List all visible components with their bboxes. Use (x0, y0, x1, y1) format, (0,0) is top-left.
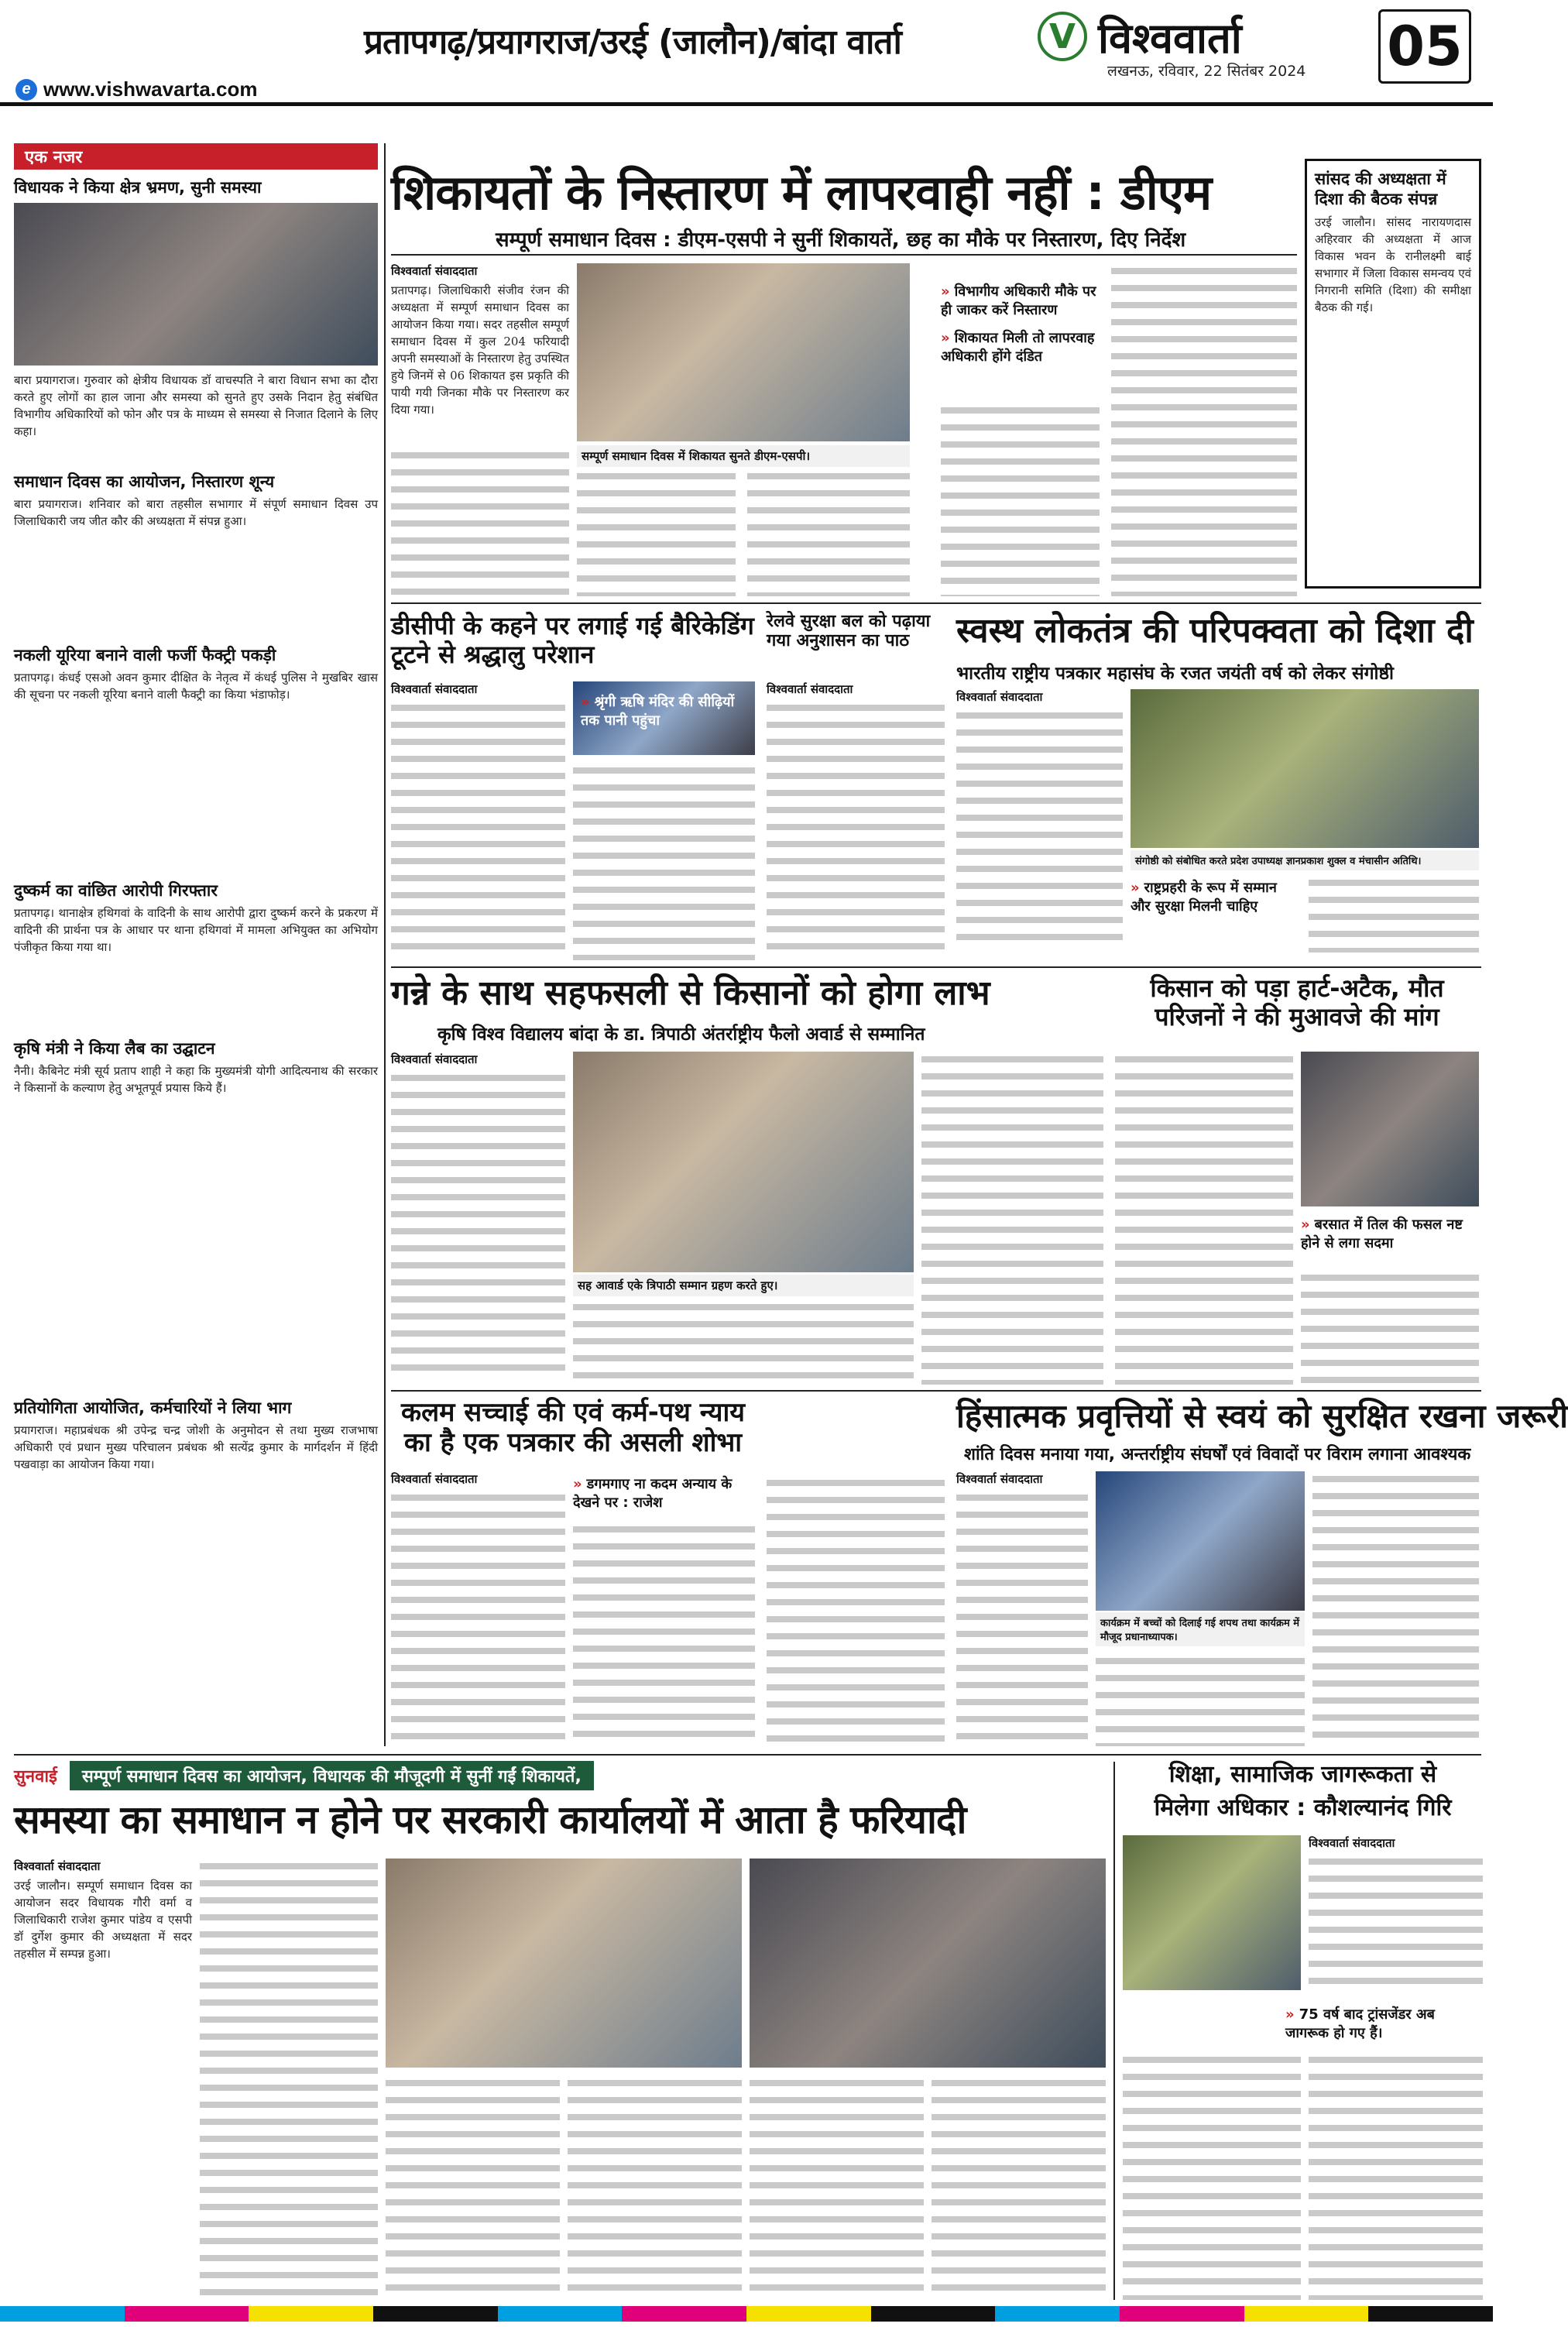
democracy-col-3 (1309, 875, 1479, 952)
left-photo-mla (14, 203, 378, 366)
left-item-head-3: नकली यूरिया बनाने वाली फर्जी फैक्ट्री पकड़ी (14, 646, 276, 664)
brand-name: विश्ववार्ता (1098, 14, 1242, 63)
main-headline: शिकायतों के निस्तारण में लापरवाही नहीं : डीएम (391, 164, 1212, 221)
bottom-col-4 (568, 2075, 742, 2300)
left-item-text-6: प्रयागराज। महाप्रबंधक श्री उपेन्द्र चन्द्र जोशी के अनुमोदन से तथा मुख्य राजभाषा अधिकारी एवं प्रधान मुख्य परिचालन प्रबंधक श्री सत्येंद्र कुमार के मार्गदर्शन में हिंदी पखवाड़ा का आयोजन किया गया। (14, 1423, 378, 1471)
sugarcane-byline: विश्ववार्ता संवाददाता (391, 1052, 478, 1066)
main-col-3 (941, 403, 1100, 596)
main-quote-1: » विभागीय अधिकारी मौके पर ही जाकर करें निस्तारण (941, 283, 1100, 320)
main-photo-caption: सम्पूर्ण समाधान दिवस में शिकायत सुनते डीएम-एसपी। (577, 445, 910, 467)
left-item-text-5: नैनी। कैबिनेट मंत्री सूर्य प्रताप शाही ने कहा कि मुख्यमंत्री योगी आदित्यनाथ की सरकार ने किसानों के कल्याण हेतु अभूतपूर्व प्रयास किये हैं। (14, 1064, 378, 1095)
rpf-headline: रेलवे सुरक्षा बल को पढ़ाया गया अनुशासन का पाठ (767, 612, 931, 651)
farmer-headline: किसान को पड़ा हार्ट-अटैक, मौत परिजनों ने की मुआवजे की मांग (1150, 973, 1444, 1031)
masthead (0, 0, 1493, 101)
left-item-text-1: बारा प्रयागराज। गुरुवार को क्षेत्रीय विधायक डॉ वाचस्पति ने बारा विधान सभा का दौरा करते हुए लोगों का हाल जाना और समस्या को सुनते हुए उसके निदान हेतु संबंधित विभागीय अधिकारियों को फोन और पत्र के माध्यम से समस्या से निजात दिलाने के लिए कहा। (14, 373, 378, 438)
pen-col-2 (573, 1522, 755, 1746)
section-rule-3 (391, 1390, 1481, 1392)
democracy-headline: स्वस्थ लोकतंत्र की परिपक्वता को दिशा दी (956, 611, 1474, 650)
education-quote: » 75 वर्ष बाद ट्रांसजेंडर अब जागरूक हो गए हैं। (1285, 2006, 1483, 2043)
farmer-col-2 (1301, 1270, 1479, 1385)
dcp-headline: डीसीपी के कहने पर लगाई गई बैरिकेडिंग टूटने से श्रद्धालु परेशान (391, 611, 754, 669)
dcp-col-1 (391, 681, 565, 960)
education-headline-1: शिक्षा, सामाजिक जागरूकता से (1168, 1761, 1437, 1788)
democracy-col-1 (956, 689, 1123, 952)
main-quote-2: » शिकायत मिली तो लापरवाह अधिकारी होंगे दंडित (941, 329, 1100, 366)
peace-photo-caption: कार्यक्रम में बच्चों को दिलाई गई शपथ तथा कार्यक्रम में मौजूद प्रधानाध्यापक। (1096, 1612, 1305, 1646)
website-text: www.vishwavarta.com (43, 77, 258, 101)
dcp-quote: » श्रृंगी ऋषि मंदिर की सीढ़ियों तक पानी पहुंचा (581, 693, 747, 730)
right-box-text: उरई जालौन। सांसद नारायणदास अहिरवार की अध्यक्षता में आज विकास भवन के रानीलक्ष्मी बाई सभागार में जिला विकास समन्वय एवं निगरानी समिति (दिशा) की समीक्षा बैठक की गई। (1315, 215, 1471, 314)
pen-byline: विश्ववार्ता संवाददाता (391, 1472, 478, 1486)
section-rule-1 (391, 602, 1481, 604)
farmer-photo (1301, 1052, 1479, 1206)
main-col-2a (577, 468, 736, 596)
browser-icon: e (15, 79, 37, 101)
right-box-disha (1305, 159, 1481, 589)
sugarcane-col-3 (921, 1052, 1103, 1385)
dcp-col-2 (573, 763, 755, 960)
left-item-text-3: प्रतापगढ़। कंधई एसओ अवन कुमार दीक्षित के नेतृत्व में कंधई पुलिस ने मुखबिर खास की सूचना पर नकली यूरिया बनाने वाली फैक्ट्री का किया भंडाफोड़। (14, 671, 378, 702)
pen-col-3 (767, 1475, 945, 1746)
bottom-col-1 (14, 1859, 192, 2300)
website-link[interactable] (15, 77, 257, 101)
dcp-byline: विश्ववार्ता संवाददाता (391, 682, 478, 696)
globe-v-icon: V (1038, 12, 1087, 61)
bottom-photo-1 (386, 1859, 742, 2068)
democracy-byline: विश्ववार्ता संवाददाता (956, 690, 1043, 704)
left-item-head-6: प्रतियोगिता आयोजित, कर्मचारियों ने लिया भाग (14, 1399, 292, 1417)
masthead-rule (0, 102, 1493, 106)
pen-col-1 (391, 1471, 565, 1746)
sugarcane-headline: गन्ने के साथ सहफसली से किसानों को होगा लाभ (391, 973, 990, 1013)
left-item-text-2: बारा प्रयागराज। शनिवार को बारा तहसील सभागार में संपूर्ण समाधान दिवस उप जिलाधिकारी जय जीत कौर की अध्यक्षता में संपन्न हुआ। (14, 497, 378, 528)
bottom-col-3 (386, 2075, 560, 2300)
left-item-head-5: कृषि मंत्री ने किया लैब का उद्घाटन (14, 1039, 215, 1058)
education-byline: विश्ववार्ता संवाददाता (1309, 1836, 1395, 1850)
main-col-2b (747, 468, 910, 596)
main-col-4 (1111, 263, 1297, 596)
democracy-quote: » राष्ट्रप्रहरी के रूप में सम्मान और सुरक्षा मिलनी चाहिए (1131, 879, 1297, 916)
main-col-1b (391, 448, 569, 596)
democracy-subhead: भारतीय राष्ट्रीय पत्रकार महासंघ के रजत जयंती वर्ष को लेकर संगोष्ठी (956, 664, 1395, 684)
peace-col-2 (1096, 1653, 1305, 1746)
pen-headline: कलम सच्चाई की एवं कर्म-पथ न्याय का है एक पत्रकार की असली शोभा (400, 1397, 746, 1459)
left-item-head-1: विधायक ने किया क्षेत्र भ्रमण, सुनी समस्या (14, 178, 262, 197)
left-item-text-4: प्रतापगढ़। थानाक्षेत्र हथिगवां के वादिनी के साथ आरोपी द्वारा दुष्कर्म करने के प्रकरण में वादिनी की प्रार्थना पत्र के आधार पर थाना हथिगवां में मामला अभियुक्त का अभियोग पंजीकृत किया गया था। (14, 906, 378, 954)
bottom-headline: समस्या का समाधान न होने पर सरकारी कार्यालयों में आता है फरियादी (14, 1797, 966, 1842)
bottom-byline: विश्ववार्ता संवाददाता (14, 1859, 101, 1873)
color-registration-strip (0, 2306, 1493, 2322)
peace-col-3 (1312, 1471, 1479, 1746)
bottom-column-rule (1113, 1762, 1115, 2300)
peace-byline: विश्ववार्ता संवाददाता (956, 1472, 1043, 1486)
dateline: लखनऊ, रविवार, 22 सितंबर 2024 (1107, 63, 1306, 80)
peace-photo (1096, 1471, 1305, 1611)
peace-headline: हिंसात्मक प्रवृत्तियों से स्वयं को सुरक्षित रखना जरूरी (956, 1397, 1568, 1435)
right-box-head: सांसद की अध्यक्षता में दिशा की बैठक संपन्न (1315, 170, 1446, 208)
sugarcane-subhead: कृषि विश्व विद्यालय बांदा के डा. त्रिपाठी अंतर्राष्ट्रीय फैलो अवार्ड से सम्मानित (437, 1024, 925, 1045)
main-subhead: सम्पूर्ण समाधान दिवस : डीएम-एसपी ने सुनीं शिकायतें, छह का मौके पर निस्तारण, दिए निर्देश (496, 228, 1186, 252)
page-number: 05 (1378, 9, 1471, 84)
democracy-photo (1131, 689, 1479, 848)
sugarcane-photo-caption: सह आवार्ड एके त्रिपाठी सम्मान ग्रहण करते हुए। (573, 1275, 914, 1296)
main-byline: विश्ववार्ता संवाददाता (391, 264, 478, 278)
section-rule-4 (14, 1754, 1481, 1756)
sugarcane-photo (573, 1052, 914, 1272)
edition-title: प्रतापगढ़/प्रयागराज/उरई (जालौन)/बांदा वार्ता (364, 22, 901, 62)
bottom-photo-2 (750, 1859, 1106, 2068)
sugarcane-col-2 (573, 1299, 914, 1385)
main-subhead-rule (391, 254, 1297, 256)
main-quotes (941, 283, 1100, 366)
bottom-col-5 (750, 2075, 924, 2300)
education-headline-2: मिलेगा अधिकार : कौशल्यानंद गिरि (1154, 1794, 1452, 1821)
section-rule-2 (391, 966, 1481, 968)
sunvai-tag: सुनवाई (14, 1767, 57, 1786)
brand-logo (1038, 8, 1242, 65)
education-col-2 (1123, 2052, 1301, 2300)
left-item-head-4: दुष्कर्म का वांछित आरोपी गिरफ्तार (14, 881, 218, 900)
farmer-col-1 (1115, 1052, 1293, 1385)
education-photo (1123, 1835, 1301, 1990)
education-col-3 (1309, 2052, 1483, 2300)
left-column-rule (384, 143, 386, 1746)
peace-subhead: शांति दिवस मनाया गया, अन्तर्राष्ट्रीय संघर्षों एवं विवादों पर विराम लगाना आवश्यक (964, 1445, 1471, 1464)
left-item-head-2: समाधान दिवस का आयोजन, निस्तारण शून्य (14, 472, 275, 491)
main-photo (577, 263, 910, 441)
main-lead: प्रतापगढ़। जिलाधिकारी संजीव रंजन की अध्यक्षता में सम्पूर्ण समाधान दिवस का आयोजन किया गया। सदर तहसील सम्पूर्ण समाधान दिवस में कुल 204 फरियादी अपनी समस्याओं के निस्तारण हेतु उपस्थित हुये जिनमें से 06 शिकायत इस प्रकृति की पायी गयी जिनका मौके पर निस्तारण कर दिया गया। (391, 283, 569, 417)
main-col-1 (391, 263, 569, 441)
education-col-1 (1309, 1835, 1483, 1998)
ek-nazar-label: एक नजर (14, 143, 378, 170)
rpf-byline: विश्ववार्ता संवाददाता (767, 682, 853, 696)
peace-col-1 (956, 1471, 1088, 1746)
pen-quote: » डगमगाए ना कदम अन्याय के देखने पर : राजेश (573, 1475, 755, 1512)
bottom-col-2 (200, 1859, 378, 2300)
bottom-col-6 (932, 2075, 1106, 2300)
democracy-photo-caption: संगोष्ठी को संबोधित करते प्रदेश उपाध्यक्ष ज्ञानप्रकाश शुक्ल व मंचासीन अतिथि। (1131, 850, 1479, 870)
sugarcane-col-1 (391, 1052, 565, 1385)
rpf-col (767, 681, 945, 960)
bottom-lead: उरई जालौन। सम्पूर्ण समाधान दिवस का आयोजन सदर विधायक गौरी वर्मा व जिलाधिकारी राजेश कुमार पांडेय व एसपी डॉ दुर्गेश कुमार की अध्यक्षता में सदर तहसील में सम्पन्न हुआ। (14, 1879, 192, 1961)
farmer-quote: » बरसात में तिल की फसल नष्ट होने से लगा सदमा (1301, 1216, 1479, 1253)
sunvai-bar: सम्पूर्ण समाधान दिवस का आयोजन, विधायक की मौजूदगी में सुनीं गईं शिकायतें, (70, 1761, 594, 1790)
sunvai-strip (14, 1762, 594, 1790)
